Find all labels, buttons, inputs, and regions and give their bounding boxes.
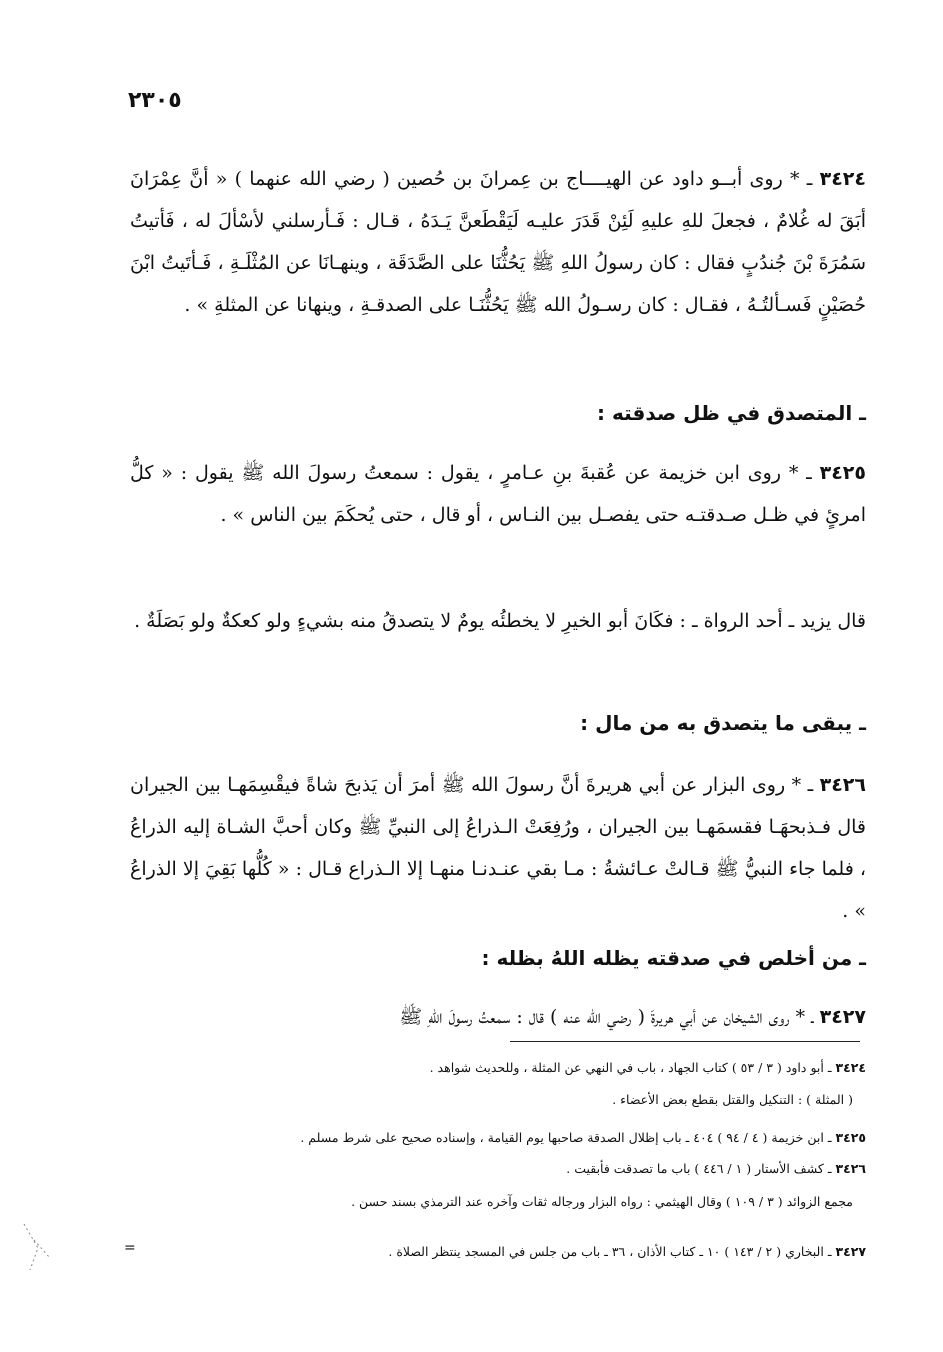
footnote-text: ( المثلة ) : التنكيل والقتل بقطع بعض الأعضاء . — [612, 1092, 853, 1107]
pencil-scribble-icon — [20, 1218, 60, 1278]
page-number: ٢٣٠٥ — [128, 88, 182, 113]
hadith-3425 — [130, 452, 866, 536]
footnote-text: مجمع الزوائد ( ٣ / ١٠٩ ) وقال الهيثمي : رواه البزار ورجاله ثقات وآخره عند الترمذي بسند حسن . — [351, 1194, 853, 1209]
footnote — [130, 1128, 866, 1148]
footnote-number: ٣٤٢٥ — [835, 1130, 866, 1145]
narrator-note — [130, 600, 866, 642]
footnote-divider — [510, 1041, 860, 1042]
footnote-number: ٣٤٢٤ — [835, 1060, 866, 1075]
footnote — [130, 1058, 866, 1078]
hadith-number: ٣٤٢٥ — [819, 462, 866, 484]
footnote-text: ـ البخاري ( ٢ / ١٤٣ ) ١٠ ـ كتاب الأذان ، ٣٦ ـ باب من جلس في المسجد ينتظر الصلاة . — [388, 1244, 832, 1259]
hadith-3424 — [130, 158, 866, 326]
note-text: قال يزيد ـ أحد الرواة ـ : فكَانَ أبو الخيرِ لا يخطئُه يومٌ لا يتصدقُ منه بشيءٍ ولو كعكةٌ ولو بَصَلَةٌ . — [134, 610, 866, 632]
section-heading: ـ يبقى ما يتصدق به من مال : — [580, 711, 866, 735]
section-heading: ـ المتصدق في ظل صدقته : — [596, 401, 866, 425]
footnote-text: ـ ابن خزيمة ( ٤ / ٩٤ ) ٤٠٤ ـ باب إظلال الصدقة صاحبها يوم القيامة ، وإسناده صحيح على شرط مسلم . — [300, 1130, 832, 1145]
footnote — [153, 1192, 853, 1212]
footnote-number: ٣٤٢٧ — [835, 1244, 866, 1259]
hadith-number: ٣٤٢٧ — [819, 1006, 866, 1028]
hadith-text: ـ * روى ابن خزيمة عن عُقبةَ بنِ عـامرٍ ، يقول : سمعتُ رسولَ الله ﷺ يقول : « كلُّ امرئٍ في ظـل صـدقتـه حتى يفصـل بين النـاس ، أو قال ، حتى يُحكَمَ بين الناس » . — [130, 462, 866, 526]
footnote-number: ٣٤٢٦ — [835, 1161, 866, 1176]
section-heading: ـ من أخلص في صدقته يظله اللهُ بظله : — [481, 946, 866, 970]
hadith-text: ـ * روى البزار عن أبي هريرةَ أنَّ رسولَ الله ﷺ أمرَ أن يَذبحَ شاةً فيقْسِمَهـا بين الجيران قال فـذبحهَـا فقسمَهـا بين الجيران ، ورُفِعَتْ الـذراعُ إلى النبيِّ ﷺ وكان أحبَّ الشـاة إليه الذراعُ ، فلما جاء النبيُّ ﷺ قـالتْ عـائشةُ : مـا بقي عنـدنـا منهـا إلا الـذراع قـال : « كُلُّها بَقِيَ إلا الذراعُ » . — [130, 774, 866, 922]
hadith-number: ٣٤٢٦ — [819, 774, 866, 796]
footnote-text: ـ أبو داود ( ٣ / ٥٣ ) كتاب الجهاد ، باب في النهي عن المثلة ، وللحديث شواهد . — [429, 1060, 832, 1075]
margin-mark: = — [124, 1240, 136, 1256]
hadith-text: ـ * روى الشيخان عن أبي هريرةَ ( رضي الله عنه ) قال : سمعتُ رسولَ اللهِ ﷺ — [399, 1006, 814, 1028]
hadith-text: ـ * روى أبــو داود عن الهيــــاج بن عِمرانَ بن حُصين ( رضي الله عنهما ) « أنَّ عِمْرَانَ أبَقَ له غُلامٌ ، فجعلَ للهِ عليهِ لَئِنْ قَدَرَ عليـه لَيَقْطَعنَّ يَـدَهُ ، قـال : فَـأرسلني لأسْألَ له ، فَأتيتُ سَمُرَةَ بْنَ جُندُبٍ فقال : كان رسولُ اللهِ ﷺ يَحُثُّنَا على الصَّدَقَة ، وينهـانَا عن المُثْلَـةِ ، فَـأتَيتُ ابْنَ حُصَيْنٍ فَسـألتُـهُ ، فقـال : كان رسـولُ الله ﷺ يَحُثُّنَـا على الصدقـةِ ، وينهانا عن المثلةِ » . — [130, 168, 866, 316]
footnote — [153, 1090, 853, 1110]
hadith-3426 — [130, 764, 866, 932]
footnote-text: ـ كشف الأستار ( ١ / ٤٤٦ ) باب ما تصدقت فأبقيت . — [566, 1161, 832, 1176]
footnote — [130, 1242, 866, 1262]
hadith-3427 — [130, 996, 866, 1038]
footnote — [130, 1159, 866, 1179]
hadith-number: ٣٤٢٤ — [819, 168, 866, 190]
